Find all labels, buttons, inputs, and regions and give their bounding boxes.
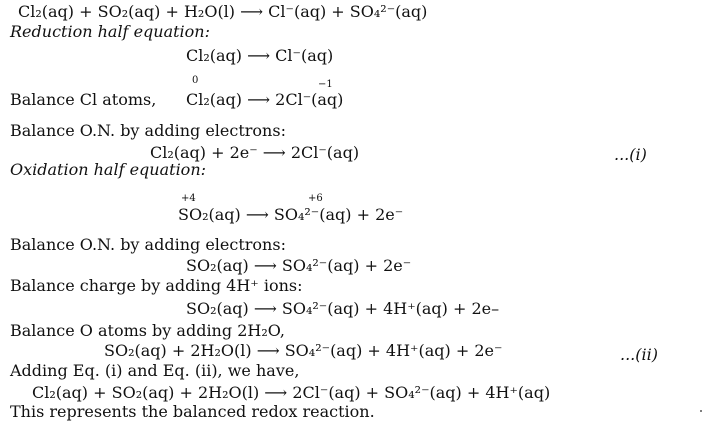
oxidation-balanced-equation: SO₂(aq) + 2H₂O(l) ⟶ SO₄²⁻(aq) + 4H⁺(aq) + 2e⁻ (104, 341, 503, 360)
balance-on-label-1: Balance O.N. by adding electrons: (10, 121, 286, 140)
reduction-balanced-equation: Cl₂(aq) + 2e⁻ ⟶ 2Cl⁻(aq) (150, 143, 360, 162)
equation-tag-ii: ...(ii) (620, 345, 658, 364)
overall-equation: Cl₂(aq) + SO₂(aq) + H₂O(l) ⟶ Cl⁻(aq) + SO₄²⁻(aq) (18, 2, 428, 21)
oxidation-number-s-so2: +4 (181, 193, 196, 204)
final-balanced-equation: Cl₂(aq) + SO₂(aq) + 2H₂O(l) ⟶ 2Cl⁻(aq) + SO₄²⁻(aq) + 4H⁺(aq) (32, 383, 551, 402)
oxidation-number-s-so4: +6 (308, 193, 323, 204)
oxidation-number-cl-minus: −1 (318, 79, 333, 90)
scan-speck (700, 410, 702, 412)
balance-on-label-2: Balance O.N. by adding electrons: (10, 235, 286, 254)
balance-cl-label: Balance Cl atoms, (10, 90, 157, 109)
adding-equations-label: Adding Eq. (i) and Eq. (ii), we have, (10, 361, 300, 380)
oxidation-number-cl2: 0 (192, 75, 199, 86)
conclusion-text: This represents the balanced redox reaction. (10, 402, 375, 421)
balance-cl-equation: Cl₂(aq) ⟶ 2Cl⁻(aq) (186, 90, 344, 109)
balance-oxygen-label: Balance O atoms by adding 2H₂O, (10, 321, 285, 340)
oxidation-electrons-equation: SO₂(aq) ⟶ SO₄²⁻(aq) + 2e⁻ (186, 256, 412, 275)
balance-charge-label: Balance charge by adding 4H⁺ ions: (10, 276, 303, 295)
equation-tag-i: ...(i) (614, 145, 647, 164)
oxidation-equation: SO₂(aq) ⟶ SO₄²⁻(aq) + 2e⁻ (178, 205, 404, 224)
oxidation-heading: Oxidation half equation: (10, 160, 207, 179)
reduction-heading: Reduction half equation: (10, 22, 210, 41)
reduction-equation: Cl₂(aq) ⟶ Cl⁻(aq) (186, 46, 334, 65)
charge-balanced-equation: SO₂(aq) ⟶ SO₄²⁻(aq) + 4H⁺(aq) + 2e– (186, 299, 500, 318)
